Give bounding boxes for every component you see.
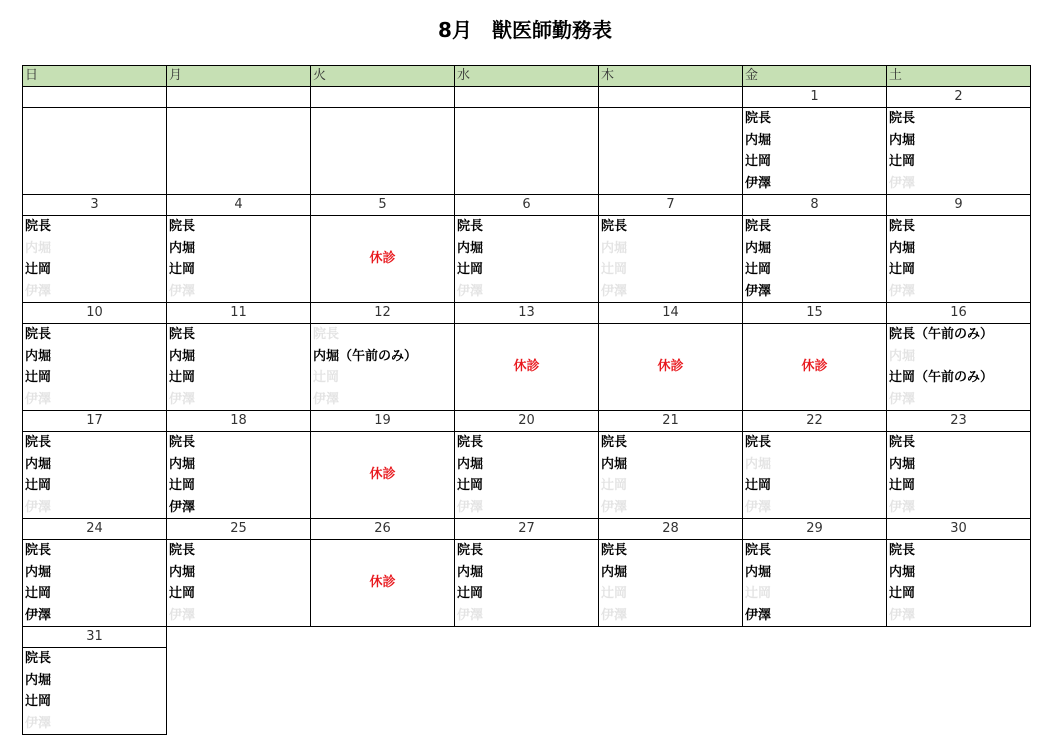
day-shift-cell <box>23 432 167 519</box>
staff-on-duty: 辻岡 <box>25 586 52 601</box>
week-date-row <box>23 195 1031 216</box>
staff-off-duty: 伊澤 <box>889 499 916 515</box>
staff-on-duty: 内堀 <box>457 456 484 472</box>
day-number: 23 <box>887 411 1031 432</box>
staff-off-duty: 伊澤 <box>889 175 916 191</box>
staff-on-duty: 内堀 <box>889 564 916 580</box>
empty-cell <box>455 87 599 108</box>
day-shift-cell <box>599 324 743 411</box>
staff-on-duty: 内堀 <box>745 132 772 148</box>
day-shift-cell <box>887 216 1031 303</box>
day-shift-cell <box>743 216 887 303</box>
staff-on-duty: 内堀 <box>601 456 628 472</box>
staff-off-duty: 伊澤 <box>169 391 196 407</box>
empty-cell <box>887 648 1031 735</box>
staff-off-duty: 辻岡 <box>601 586 628 601</box>
staff-on-duty: 院長 <box>25 327 52 342</box>
staff-on-duty: 院長 <box>601 435 628 450</box>
staff-on-duty: 辻岡 <box>745 262 772 277</box>
staff-on-duty: 院長 <box>457 435 484 450</box>
day-number: 10 <box>23 303 167 324</box>
day-number: 16 <box>887 303 1031 324</box>
staff-on-duty: 内堀 <box>25 564 52 580</box>
staff-off-duty: 伊澤 <box>601 283 628 299</box>
day-shift-cell <box>455 432 599 519</box>
staff-on-duty: 内堀 <box>457 564 484 580</box>
day-number: 12 <box>311 303 455 324</box>
day-number: 30 <box>887 519 1031 540</box>
staff-off-duty: 伊澤 <box>457 499 484 515</box>
staff-off-duty: 伊澤 <box>889 391 916 407</box>
staff-on-duty: 院長 <box>745 543 772 558</box>
staff-off-duty: 伊澤 <box>25 499 52 515</box>
staff-on-duty: 院長 <box>745 111 772 126</box>
day-shift-cell <box>455 540 599 627</box>
staff-on-duty: 院長 <box>169 327 196 342</box>
staff-on-duty: 辻岡 <box>169 262 196 277</box>
staff-on-duty: 院長 <box>169 435 196 450</box>
day-number: 25 <box>167 519 311 540</box>
day-shift-cell <box>599 540 743 627</box>
week-date-row <box>23 627 1031 648</box>
staff-on-duty: 辻岡 <box>457 262 484 277</box>
staff-on-duty: 内堀 <box>745 240 772 256</box>
staff-on-duty: 院長 <box>169 543 196 558</box>
week-shift-row <box>23 432 1031 519</box>
staff-off-duty: 内堀 <box>889 348 916 364</box>
empty-cell <box>455 627 599 648</box>
empty-cell <box>599 627 743 648</box>
staff-on-duty: 内堀 <box>889 240 916 256</box>
staff-on-duty: 院長 <box>25 651 52 666</box>
empty-cell <box>23 87 167 108</box>
empty-cell <box>455 648 599 735</box>
staff-off-duty: 伊澤 <box>889 607 916 623</box>
staff-off-duty: 伊澤 <box>25 715 52 731</box>
staff-on-duty: 院長 <box>889 435 916 450</box>
day-number: 15 <box>743 303 887 324</box>
empty-cell <box>599 87 743 108</box>
day-number: 9 <box>887 195 1031 216</box>
day-number: 17 <box>23 411 167 432</box>
staff-on-duty: 院長 <box>745 219 772 234</box>
staff-off-duty: 院長 <box>313 327 340 342</box>
day-shift-cell <box>167 432 311 519</box>
staff-on-duty: 内堀 <box>169 348 196 364</box>
day-number: 8 <box>743 195 887 216</box>
staff-off-duty: 内堀 <box>25 240 52 256</box>
empty-cell <box>599 108 743 195</box>
day-number: 21 <box>599 411 743 432</box>
day-number: 28 <box>599 519 743 540</box>
closed-label: 休診 <box>369 467 396 482</box>
staff-off-duty: 伊澤 <box>313 391 340 407</box>
staff-off-duty: 伊澤 <box>457 607 484 623</box>
staff-off-duty: 辻岡 <box>601 478 628 493</box>
day-shift-cell <box>311 540 455 627</box>
closed-label: 休診 <box>369 251 396 266</box>
day-number: 18 <box>167 411 311 432</box>
staff-on-duty: 辻岡 <box>745 154 772 169</box>
day-shift-cell <box>743 432 887 519</box>
staff-on-duty: 内堀 <box>25 348 52 364</box>
staff-on-duty: 辻岡 <box>457 478 484 493</box>
staff-off-duty: 内堀 <box>745 456 772 472</box>
day-number: 1 <box>743 87 887 108</box>
empty-cell <box>887 627 1031 648</box>
week-shift-row <box>23 216 1031 303</box>
staff-on-duty: 伊澤 <box>25 607 52 623</box>
day-number: 22 <box>743 411 887 432</box>
staff-on-duty: 院長 <box>889 111 916 126</box>
weekday-header-cell: 火 <box>311 66 455 87</box>
day-number: 13 <box>455 303 599 324</box>
day-number: 14 <box>599 303 743 324</box>
day-shift-cell <box>743 324 887 411</box>
staff-on-duty: 院長（午前のみ） <box>889 327 994 342</box>
day-shift-cell <box>311 324 455 411</box>
day-number: 11 <box>167 303 311 324</box>
empty-cell <box>311 648 455 735</box>
day-shift-cell <box>311 432 455 519</box>
empty-cell <box>599 648 743 735</box>
staff-off-duty: 辻岡 <box>745 586 772 601</box>
staff-on-duty: 辻岡（午前のみ） <box>889 370 994 385</box>
day-number: 31 <box>23 627 167 648</box>
staff-on-duty: 内堀 <box>889 132 916 148</box>
staff-on-duty: 伊澤 <box>169 499 196 515</box>
staff-on-duty: 内堀 <box>889 456 916 472</box>
day-number: 7 <box>599 195 743 216</box>
day-number: 26 <box>311 519 455 540</box>
empty-cell <box>167 648 311 735</box>
staff-on-duty: 伊澤 <box>745 283 772 299</box>
staff-on-duty: 辻岡 <box>25 370 52 385</box>
day-shift-cell <box>887 432 1031 519</box>
day-shift-cell <box>599 216 743 303</box>
day-shift-cell <box>887 540 1031 627</box>
staff-on-duty: 内堀 <box>601 564 628 580</box>
staff-off-duty: 伊澤 <box>601 607 628 623</box>
staff-on-duty: 辻岡 <box>889 154 916 169</box>
staff-off-duty: 伊澤 <box>745 499 772 515</box>
empty-cell <box>167 108 311 195</box>
day-shift-cell <box>455 324 599 411</box>
day-number: 2 <box>887 87 1031 108</box>
staff-off-duty: 伊澤 <box>889 283 916 299</box>
empty-cell <box>167 87 311 108</box>
staff-on-duty: 院長 <box>457 219 484 234</box>
staff-on-duty: 内堀 <box>25 456 52 472</box>
day-shift-cell <box>167 324 311 411</box>
day-number: 19 <box>311 411 455 432</box>
staff-on-duty: 辻岡 <box>457 586 484 601</box>
empty-cell <box>455 108 599 195</box>
staff-on-duty: 辻岡 <box>169 586 196 601</box>
staff-on-duty: 院長 <box>169 219 196 234</box>
day-shift-cell <box>167 540 311 627</box>
staff-on-duty: 院長 <box>601 219 628 234</box>
day-shift-cell <box>743 108 887 195</box>
staff-on-duty: 辻岡 <box>25 478 52 493</box>
weekday-header-row <box>23 66 1031 87</box>
day-shift-cell <box>743 540 887 627</box>
closed-label: 休診 <box>657 359 684 374</box>
day-shift-cell <box>887 324 1031 411</box>
empty-cell <box>743 648 887 735</box>
staff-off-duty: 辻岡 <box>601 262 628 277</box>
day-shift-cell <box>599 432 743 519</box>
weekday-header-cell: 月 <box>167 66 311 87</box>
day-number: 5 <box>311 195 455 216</box>
staff-on-duty: 辻岡 <box>169 370 196 385</box>
week-shift-row <box>23 540 1031 627</box>
staff-on-duty: 伊澤 <box>745 175 772 191</box>
staff-on-duty: 院長 <box>457 543 484 558</box>
week-shift-row <box>23 108 1031 195</box>
closed-label: 休診 <box>369 575 396 590</box>
staff-off-duty: 伊澤 <box>457 283 484 299</box>
week-date-row <box>23 411 1031 432</box>
day-shift-cell <box>887 108 1031 195</box>
staff-on-duty: 内堀 <box>169 240 196 256</box>
day-shift-cell <box>23 216 167 303</box>
staff-on-duty: 院長 <box>601 543 628 558</box>
staff-off-duty: 辻岡 <box>313 370 340 385</box>
staff-on-duty: 院長 <box>745 435 772 450</box>
empty-cell <box>311 108 455 195</box>
page-title: 8月 獣医師勤務表 <box>438 18 612 42</box>
staff-on-duty: 内堀 <box>25 672 52 688</box>
staff-on-duty: 内堀（午前のみ） <box>313 348 418 364</box>
day-number: 24 <box>23 519 167 540</box>
closed-label: 休診 <box>513 359 540 374</box>
empty-cell <box>167 627 311 648</box>
staff-off-duty: 伊澤 <box>25 283 52 299</box>
week-date-row <box>23 519 1031 540</box>
staff-off-duty: 伊澤 <box>169 283 196 299</box>
day-shift-cell <box>455 216 599 303</box>
week-shift-row <box>23 648 1031 735</box>
weekday-header-cell: 水 <box>455 66 599 87</box>
weekday-header-cell: 土 <box>887 66 1031 87</box>
staff-on-duty: 院長 <box>25 435 52 450</box>
day-shift-cell <box>167 216 311 303</box>
closed-label: 休診 <box>801 359 828 374</box>
day-shift-cell <box>23 324 167 411</box>
staff-on-duty: 内堀 <box>169 564 196 580</box>
schedule-calendar <box>22 65 1031 735</box>
staff-on-duty: 院長 <box>889 219 916 234</box>
empty-cell <box>311 87 455 108</box>
staff-off-duty: 伊澤 <box>601 499 628 515</box>
day-number: 4 <box>167 195 311 216</box>
empty-cell <box>743 627 887 648</box>
day-shift-cell <box>23 540 167 627</box>
staff-on-duty: 辻岡 <box>745 478 772 493</box>
calendar-body <box>23 66 1031 735</box>
week-shift-row <box>23 324 1031 411</box>
day-shift-cell <box>23 648 167 735</box>
day-number: 29 <box>743 519 887 540</box>
staff-on-duty: 辻岡 <box>889 586 916 601</box>
staff-on-duty: 内堀 <box>457 240 484 256</box>
week-date-row <box>23 87 1031 108</box>
weekday-header-cell: 日 <box>23 66 167 87</box>
staff-on-duty: 院長 <box>25 219 52 234</box>
staff-on-duty: 院長 <box>889 543 916 558</box>
week-date-row <box>23 303 1031 324</box>
day-number: 27 <box>455 519 599 540</box>
staff-on-duty: 辻岡 <box>889 262 916 277</box>
staff-off-duty: 内堀 <box>601 240 628 256</box>
staff-on-duty: 辻岡 <box>25 262 52 277</box>
staff-on-duty: 辻岡 <box>169 478 196 493</box>
staff-on-duty: 院長 <box>25 543 52 558</box>
staff-off-duty: 伊澤 <box>25 391 52 407</box>
staff-on-duty: 伊澤 <box>745 607 772 623</box>
empty-cell <box>23 108 167 195</box>
staff-on-duty: 内堀 <box>745 564 772 580</box>
empty-cell <box>311 627 455 648</box>
weekday-header-cell: 金 <box>743 66 887 87</box>
day-number: 6 <box>455 195 599 216</box>
staff-on-duty: 辻岡 <box>889 478 916 493</box>
day-number: 3 <box>23 195 167 216</box>
weekday-header-cell: 木 <box>599 66 743 87</box>
staff-on-duty: 内堀 <box>169 456 196 472</box>
day-number: 20 <box>455 411 599 432</box>
staff-on-duty: 辻岡 <box>25 694 52 709</box>
staff-off-duty: 伊澤 <box>169 607 196 623</box>
day-shift-cell <box>311 216 455 303</box>
